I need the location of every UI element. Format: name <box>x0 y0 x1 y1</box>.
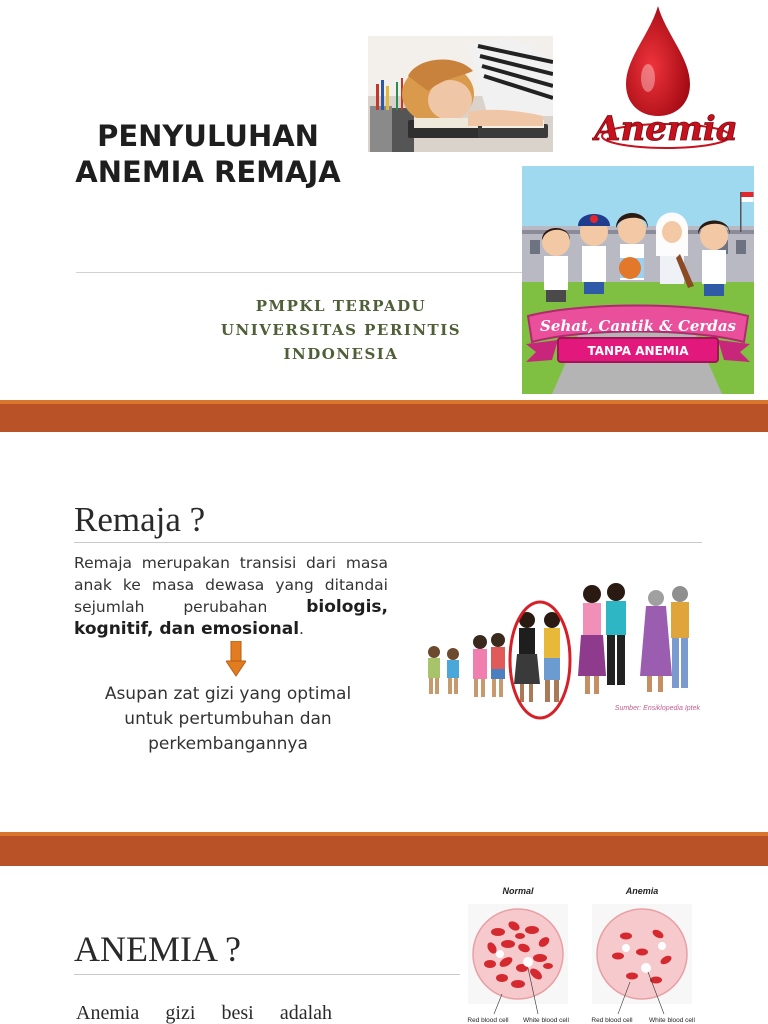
subtitle-line-2: UNIVERSITAS PERINTIS <box>220 321 462 339</box>
blood-cell-comparison <box>462 882 712 1024</box>
slide-title: Remaja ? <box>74 500 206 539</box>
note-line-3: perkembangannya <box>148 734 308 754</box>
note-line-1: Asupan zat gizi yang optimal <box>104 684 352 704</box>
poster-ribbon-text: TANPA ANEMIA <box>587 344 689 358</box>
definition-emphasis: biologis, kognitif, dan emosional <box>74 597 388 639</box>
normal-label: Normal <box>502 886 534 896</box>
red-cell-caption: Red blood cell <box>467 1017 509 1024</box>
red-cell-caption: Red blood cell <box>591 1017 633 1024</box>
definition-text: Remaja merupakan transisi dari masa anak ke masa dewasa yang ditandai sejumlah perubahan <box>74 554 388 616</box>
section-divider-band <box>0 832 768 866</box>
anemia-label: Anemia <box>625 886 659 896</box>
definition-word: adalah <box>279 1002 332 1024</box>
title-divider <box>74 974 460 975</box>
logo-wordmark: Anemia <box>594 109 738 149</box>
title-divider <box>74 542 702 543</box>
poster-banner-text: Sehat, Cantik & Cerdas <box>540 317 736 335</box>
campaign-poster <box>522 166 754 394</box>
tired-student-photo <box>368 36 553 152</box>
subtitle-line-1: PMPKL TERPADU <box>255 297 427 315</box>
nutrition-note <box>94 682 362 757</box>
note-line-2: untuk pertumbuhan dan <box>124 709 332 729</box>
anemia-logo <box>592 4 742 150</box>
definition-word: gizi <box>165 1002 196 1024</box>
title-line-2: ANEMIA REMAJA <box>75 155 341 189</box>
definition-paragraph <box>74 552 388 640</box>
definition-end: . <box>299 620 304 638</box>
slide-subtitle <box>200 294 482 366</box>
title-line-1: PENYULUHAN <box>97 119 319 153</box>
arrow-down-icon <box>226 641 246 677</box>
title-slide <box>0 0 768 400</box>
white-cell-caption: White blood cell <box>523 1017 569 1024</box>
definition-word: Anemia <box>76 1002 140 1024</box>
slide-title: ANEMIA ? <box>74 929 241 969</box>
section-divider-band <box>0 400 768 432</box>
white-cell-caption: White blood cell <box>649 1017 695 1024</box>
image-source-caption: Sumber: Ensiklopedia Iptek <box>614 705 700 712</box>
anemia-slide <box>0 866 768 1024</box>
title-divider <box>76 272 522 273</box>
subtitle-line-3: INDONESIA <box>283 345 399 363</box>
remaja-slide <box>0 432 768 832</box>
blood-drop-icon <box>626 6 690 116</box>
definition-word: besi <box>221 1002 254 1024</box>
anemia-definition <box>76 1002 332 1024</box>
slide-title <box>58 118 358 190</box>
growth-stages-illustration <box>416 580 706 730</box>
